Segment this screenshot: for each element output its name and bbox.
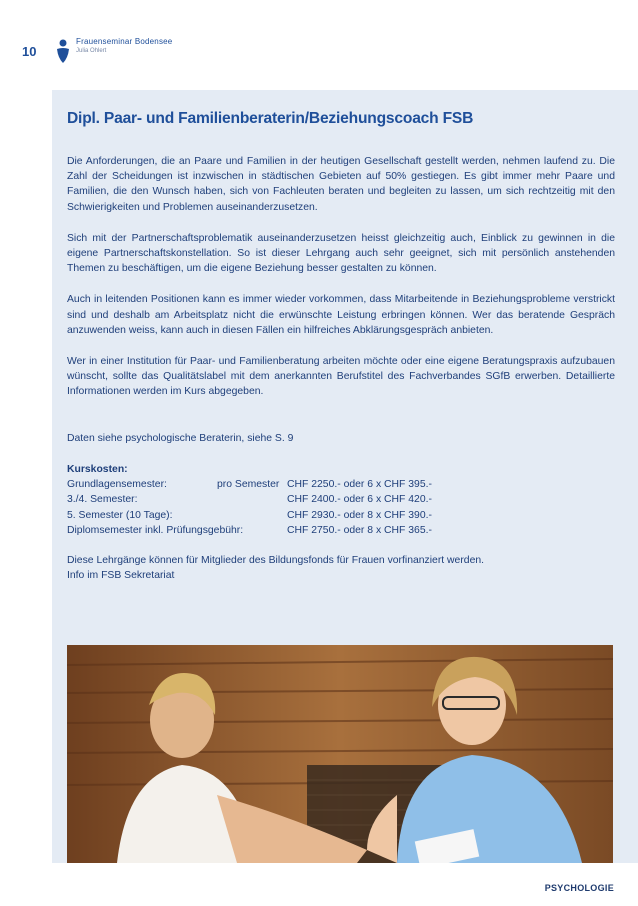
logo: [54, 38, 172, 64]
cost-row: [67, 508, 615, 523]
photo-two-women-talking: [67, 645, 613, 863]
reference-line: Daten siehe psychologische Beraterin, siehe S. 9: [67, 433, 294, 444]
cost-label: 5. Semester (10 Tage):: [67, 509, 173, 521]
logo-mark-icon: [54, 38, 72, 64]
paragraph: Sich mit der Partnerschaftsproblematik auseinanderzusetzen heisst gleichzeitig auch, Einblick zu gewinnen in die eigene Partnerschaftskonstellation. So ist dieser Lehrgang auch sehr geeignet, sich mit persönlich anstehenden Themen zu beschäftigen, um die eigene Beziehung besser gestalten zu können.: [67, 232, 615, 275]
cost-row: [67, 492, 615, 507]
cost-row: [67, 523, 615, 538]
paragraph: Auch in leitenden Positionen kann es immer wieder vorkommen, dass Mitarbeitende in Beziehungsprobleme verstrickt sind und deshalb am Arbeitsplatz nicht die erwünschte Leistung erbringen können. Wer das beratende Gespräch anzuwenden weiss, kann auch in diesen Fällen ein hilfreiches Abklärungsgespräch anbieten.: [67, 294, 615, 336]
course-costs: [67, 462, 615, 538]
note-line: Diese Lehrgänge können für Mitglieder des Bildungsfonds für Frauen vorfinanziert werden.: [67, 555, 485, 566]
cost-period: [217, 523, 287, 538]
body-text: [67, 154, 615, 416]
logo-name: Frauenseminar Bodensee: [76, 37, 173, 46]
cost-price: CHF 2250.- oder 6 x CHF 395.-: [287, 479, 432, 491]
cost-label: 3./4. Semester:: [67, 494, 138, 506]
cost-label: Diplomsemester inkl. Prüfungsgebühr:: [67, 524, 244, 536]
page-title: Dipl. Paar- und Familienberaterin/Beziehungscoach FSB: [67, 110, 474, 127]
paragraph: Die Anforderungen, die an Paare und Familien in der heutigen Gesellschaft gestellt werden, nehmen laufend zu. Die Zahl der Scheidungen ist inzwischen in städtischen Gebieten auf 50% gestiegen. Es gibt immer mehr Paare und Familien, die den Wunsch haben, sich von Fachleuten beraten und begleiten zu lassen, um sich rechtzeitig mit den Schwierigkeiten und Problemen auseinanderzusetzen.: [67, 156, 615, 213]
logo-subtitle: Julia Ohlert: [76, 48, 107, 54]
photo-illustration: [67, 645, 613, 863]
funding-note: [67, 553, 484, 583]
cost-label: Grundlagensemester:: [67, 479, 167, 491]
page-number: 10: [22, 44, 37, 59]
paragraph: Wer in einer Institution für Paar- und Familienberatung arbeiten möchte oder eine eigene Beratungspraxis aufzubauen wünscht, sollte das Qualitätslabel mit dem anerkannten Berufstitel des Fachverbandes SGfB erwerben. Detaillierte Informationen werden im Kurs abgegeben.: [67, 356, 615, 398]
note-line: Info im FSB Sekretariat: [67, 570, 175, 582]
costs-title: Kurskosten:: [67, 464, 128, 475]
section-label: PSYCHOLOGIE: [544, 883, 614, 893]
cost-price: CHF 2750.- oder 8 x CHF 365.-: [287, 524, 432, 536]
cost-price: CHF 2400.- oder 6 x CHF 420.-: [287, 494, 432, 506]
cost-row: [67, 477, 615, 492]
cost-price: CHF 2930.- oder 8 x CHF 390.-: [287, 509, 432, 521]
cost-period: pro Semester: [217, 479, 280, 491]
cost-period: [217, 492, 287, 507]
cost-period: [217, 508, 287, 523]
